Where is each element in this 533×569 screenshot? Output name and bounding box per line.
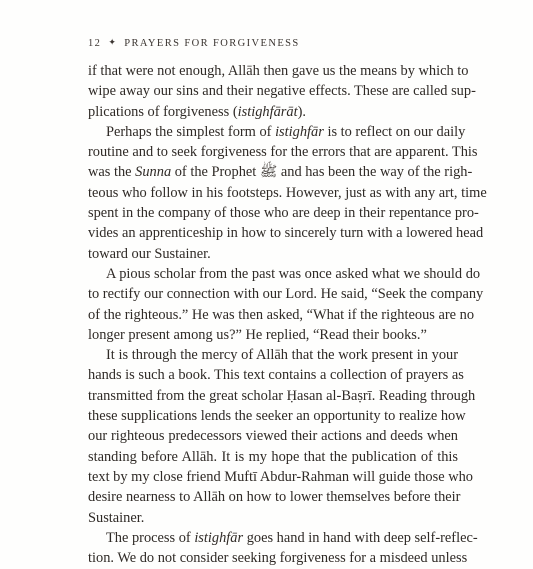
paragraph-4 [88,345,476,528]
italic-term: Sunna [135,164,172,181]
text-line: Perhaps the simplest form of istighfār is to reflect on our daily [106,123,466,140]
paragraph-5 [88,528,478,569]
text-line: teous who follow in his footsteps. However, just as with any art, time [88,184,487,201]
text-line: Sustainer. [88,509,145,526]
text-line: text by my close friend Muftī Abdur-Rahman will guide those who [88,468,473,485]
text-fragment: plications of forgiveness (istighfārāt). [88,103,306,120]
text-line: standing before Allāh. It is my hope that the publication of this [88,448,458,465]
text-line: these supplications lends the seeker an opportunity to realize how [88,408,466,425]
italic-term: istighfārāt [237,103,298,120]
text-line: The process of istighfār goes hand in hand with deep self-reflec- [106,529,478,546]
text-line: hands is such a book. This text contains a collection of prayers as [88,367,464,384]
text-line: of the righteous.” He was then asked, “What if the righteous are no [88,306,475,323]
paragraph-2 [88,122,487,264]
text-line: spent in the company of those who are deep in their repentance pro- [88,205,479,222]
text-line: if that were not enough, Allāh then gave us the means by which to [88,63,469,79]
text-line: was the Sunna of the Prophet ﷺ and has been the way of the righ- [88,164,473,181]
text-line: vides an apprenticeship in how to sincerely turn with a lowered head [88,225,484,242]
running-head [88,38,300,49]
bullet-ornament-icon: ✦ [108,37,118,47]
text-line: routine and to seek forgiveness for the errors that are apparent. This [88,144,478,161]
text-line: longer present among us?” He replied, “Read their books.” [88,326,427,343]
text-line [88,102,458,122]
text-line: wipe away our sins and their negative effects. These are called sup- [88,83,476,100]
paragraph-3 [88,264,484,345]
text-line: A pious scholar from the past was once asked what we should do [106,265,481,282]
italic-term: istighfār [194,529,244,546]
text-line: It is through the mercy of Allāh that the work present in your [106,347,458,364]
running-head-title: PRAYERS FOR FORGIVENESS [124,38,300,49]
text-line: desire nearness to Allāh on how to lower themselves before their [88,489,461,506]
italic-term: istighfār [275,123,324,140]
page-number: 12 [88,38,102,49]
text-line: to rectify our connection with our Lord. He said, “Seek the company [88,286,484,303]
text-line: tion. We do not consider seeking forgiveness for a misdeed unless [88,550,468,567]
text-line: toward our Sustainer. [88,245,211,262]
body-text [88,61,487,568]
text-line: transmitted from the great scholar Ḥasan al-Baṣrī. Reading through [88,387,476,404]
text-line: our righteous predecessors viewed their actions and deeds when [88,428,458,445]
paragraph-1 [88,61,476,122]
